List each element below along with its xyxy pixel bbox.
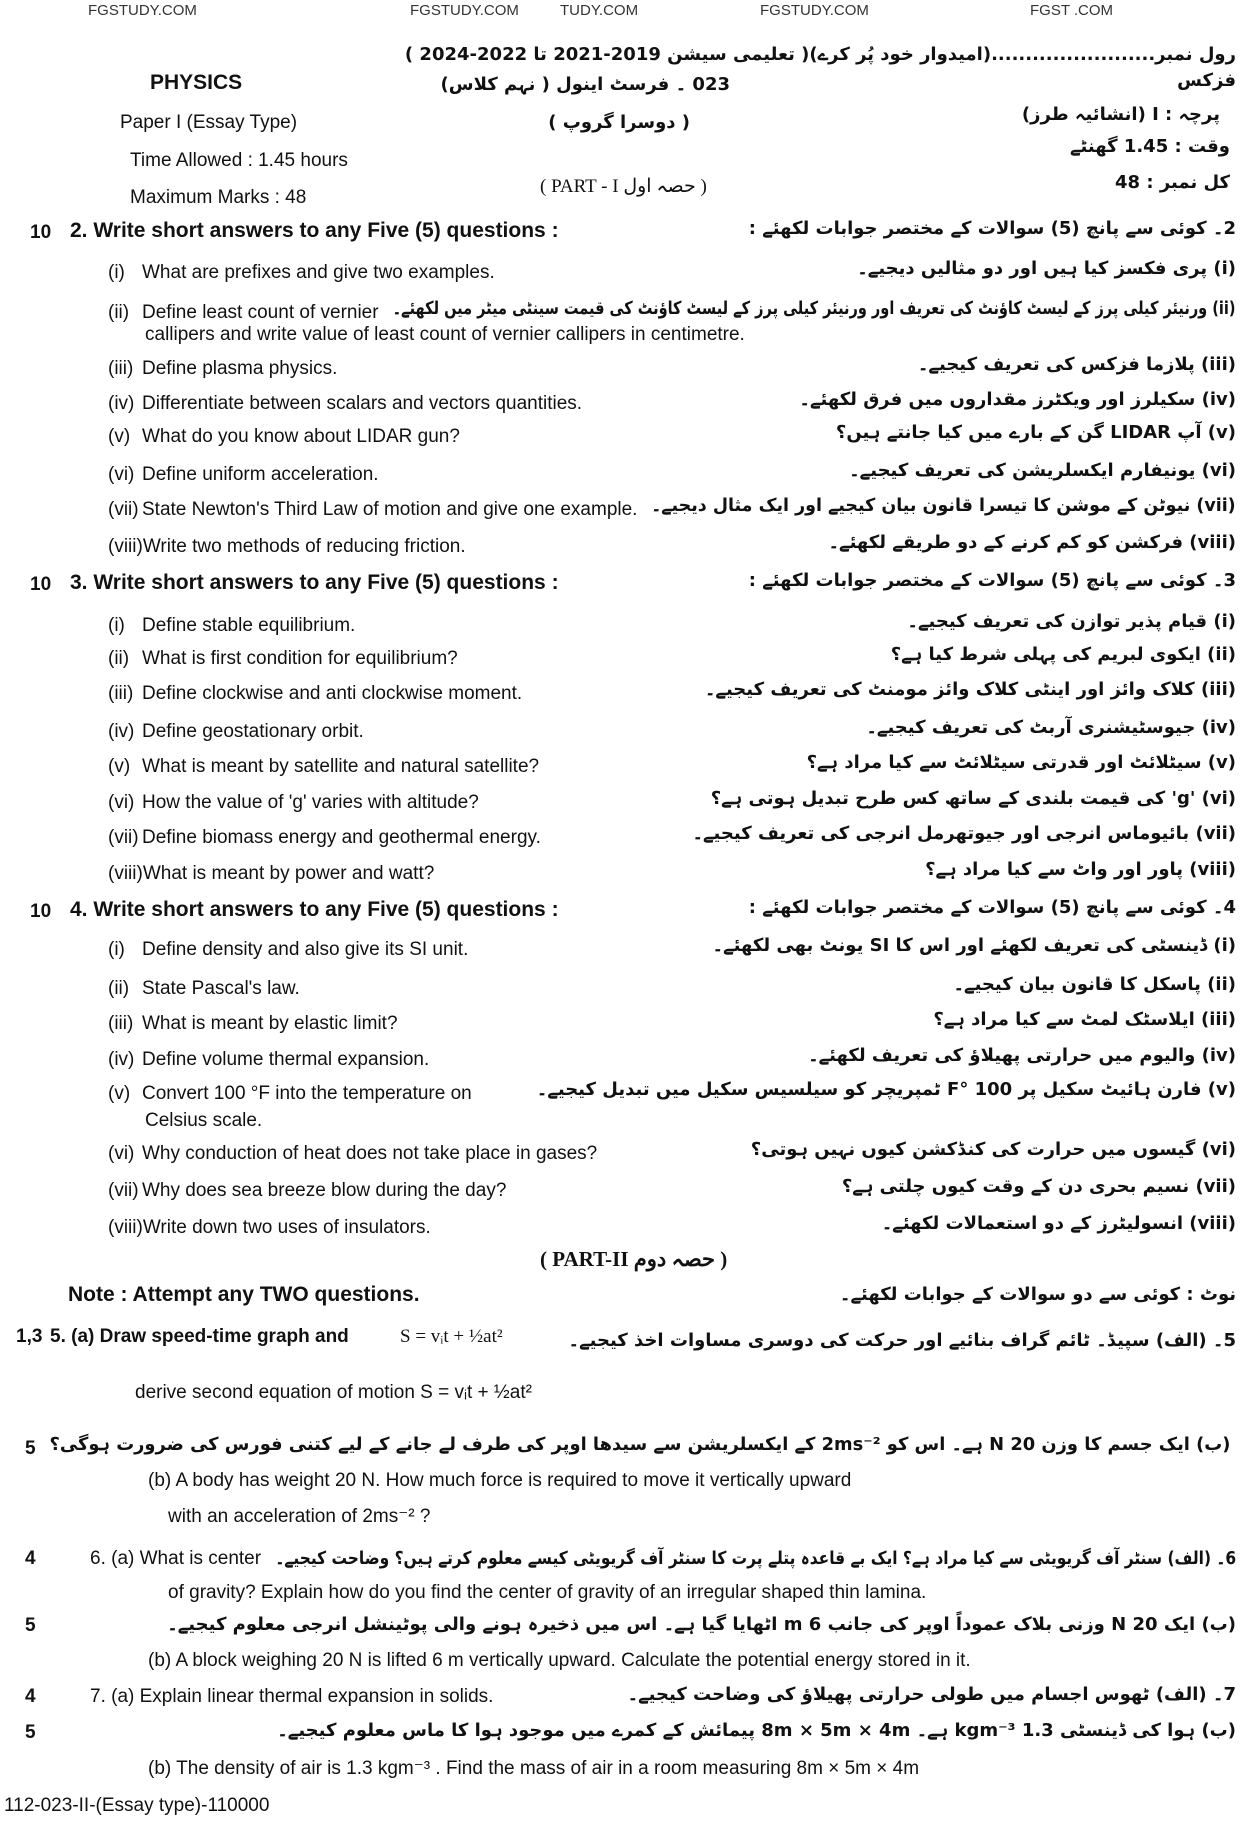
item-text-en: Define density and also give its SI unit.: [142, 939, 469, 960]
item-text-ur: (vi) یونیفارم ایکسلریشن کی تعریف کیجیے۔: [849, 460, 1236, 481]
item-text-ur: (vii) بائیوماس انرجی اور جیوتھرمل انرجی کی تعریف کیجیے۔: [692, 823, 1236, 844]
watermark: FGSTUDY.COM: [88, 2, 197, 19]
q5b-ur: (ب) ایک جسم کا وزن 20 N ہے۔ اس کو 2ms⁻² کے ایکسلریشن سے سیدھا اوپر کی طرف لے جانے کے لیے کتنی فورس کی ضرورت ہوگی؟: [49, 1434, 1230, 1455]
q5a-en: 5. (a) Draw speed-time graph and: [50, 1326, 349, 1347]
item-text-en: Define clockwise and anti clockwise moment.: [142, 683, 523, 704]
item-number: (ii): [108, 648, 130, 669]
q5a-ur: 5۔ (الف) سپیڈ۔ ٹائم گراف بنائیے اور حرکت کی دوسری مساوات اخذ کیجیے۔: [568, 1330, 1236, 1351]
question-item: [108, 721, 364, 743]
time-ur: وقت : 1.45 گھنٹے: [1069, 136, 1230, 157]
item-number: (vi): [108, 792, 135, 813]
time-allowed: Time Allowed : 1.45 hours: [130, 150, 348, 171]
item-text-en: State Newton's Third Law of motion and give one example.: [142, 499, 638, 520]
item-text-ur: (iv) والیوم میں حرارتی پھیلاؤ کی تعریف لکھئے۔: [808, 1045, 1236, 1066]
item-number: (iv): [108, 393, 135, 414]
item-text-ur: (v) سیٹلائٹ اور قدرتی سیٹلائٹ سے کیا مراد ہے؟: [806, 752, 1236, 773]
question-marks: 10: [30, 222, 52, 243]
item-text-en: Define stable equilibrium.: [142, 615, 356, 636]
item-number: (iii): [108, 1013, 134, 1034]
item-text-ur: (i) قیام پذیر توازن کی تعریف کیجیے۔: [907, 611, 1236, 632]
part-2-title: ( PART-II حصہ دوم ): [540, 1247, 728, 1271]
item-number: (viii): [108, 536, 143, 557]
question-marks: 10: [30, 574, 52, 595]
item-text-en: What is meant by satellite and natural satellite?: [142, 756, 540, 777]
item-text-ur: (vii) نیوٹن کے موشن کا تیسرا قانون بیان کیجیے اور ایک مثال دیجیے۔: [651, 495, 1236, 516]
watermark: TUDY.COM: [560, 2, 639, 19]
q7b-ur: (ب) ہوا کی ڈینسٹی 1.3 kgm⁻³ ہے۔ 8m × 5m × 4m پیمائش کے کمرے میں موجود ہوا کا ماس معلوم کیجیے۔: [277, 1720, 1236, 1741]
question-item: [108, 827, 541, 849]
q6a-en-continued: of gravity? Explain how do you find the center of gravity of an irregular shaped thin lamina.: [168, 1582, 927, 1603]
item-text-en: What are prefixes and give two examples.: [142, 262, 495, 283]
question-item: [108, 1049, 429, 1071]
item-text-en: Why conduction of heat does not take place in gases?: [142, 1143, 598, 1164]
question-item: [108, 536, 466, 558]
item-text-en: Convert 100 °F into the temperature on: [142, 1083, 472, 1104]
item-number: (iv): [108, 721, 135, 742]
item-number: (i): [108, 939, 125, 960]
paper-en: Paper I (Essay Type): [120, 112, 298, 133]
item-text-ur: (viii) پاور اور واٹ سے کیا مراد ہے؟: [925, 859, 1236, 880]
question-item: [108, 358, 337, 380]
marks: 5: [25, 1438, 36, 1459]
q7a-en: 7. (a) Explain linear thermal expansion in solids.: [90, 1686, 494, 1707]
item-number: (vii): [108, 827, 139, 848]
question-heading: 2. Write short answers to any Five (5) questions :: [70, 219, 559, 242]
q7a-ur: 7۔ (الف) ٹھوس اجسام میں طولی حرارتی پھیلاؤ کی وضاحت کیجیے۔: [627, 1684, 1236, 1705]
question-item: [108, 939, 468, 961]
item-text-en: What is meant by elastic limit?: [142, 1013, 398, 1034]
item-number: (vi): [108, 1143, 135, 1164]
q6a-en: 6. (a) What is center: [90, 1548, 262, 1569]
item-text-ur: (iii) کلاک وائز اور اینٹی کلاک وائز مومنٹ کی تعریف کیجیے۔: [704, 679, 1236, 700]
question-item: [108, 499, 637, 521]
item-text-ur: (viii) فرکشن کو کم کرنے کے دو طریقے لکھئے۔: [828, 532, 1236, 553]
q5b-en-continued: with an acceleration of 2ms⁻² ?: [168, 1506, 431, 1527]
item-number: (iii): [108, 683, 134, 704]
question-item: [108, 756, 539, 778]
footer-code: 112-023-II-(Essay type)-110000: [4, 1795, 270, 1816]
question-item: [108, 1143, 597, 1165]
item-text-en: Why does sea breeze blow during the day?: [142, 1180, 507, 1201]
item-text-en: What is meant by power and watt?: [142, 863, 435, 884]
subject-ur: فزکس: [1177, 70, 1236, 91]
item-text-en: State Pascal's law.: [142, 978, 300, 999]
watermark: FGSTUDY.COM: [410, 2, 519, 19]
item-number: (vii): [108, 499, 139, 520]
item-text-en: What do you know about LIDAR gun?: [142, 426, 460, 447]
group-ur: ( دوسرا گروپ ): [548, 112, 690, 133]
item-text-ur: (ii) پاسکل کا قانون بیان کیجیے۔: [953, 974, 1236, 995]
q6a-ur: 6۔ (الف) سنٹر آف گریویٹی سے کیا مراد ہے؟ ایک بے قاعدہ پتلے پرت کا سنٹر آف گریویٹی کیسے معلوم کرتے ہیں؟ وضاحت کیجیے۔: [275, 1548, 1236, 1569]
item-text-en: Define least count of vernier: [142, 302, 379, 323]
watermark: FGSTUDY.COM: [760, 2, 869, 19]
item-text-ur: (ii) ایکوی لبریم کی پہلی شرط کیا ہے؟: [890, 644, 1236, 665]
marks: 5: [25, 1615, 36, 1636]
question-item: [108, 648, 458, 670]
item-text-en: Define plasma physics.: [142, 358, 338, 379]
item-text-ur: (ii) ورنیئر کیلی پرز کے لیسٹ کاؤنٹ کی تعریف اور ورنیئر کیلی پرز کے لیسٹ کاؤنٹ کی قیمت سینٹی میٹر میں لکھئے۔: [393, 298, 1236, 319]
item-text-en: How the value of 'g' varies with altitude?: [142, 792, 479, 813]
item-text-en: Define geostationary orbit.: [142, 721, 364, 742]
item-text-continued: callipers and write value of least count of vernier callipers in centimetre.: [145, 324, 745, 345]
item-number: (viii): [108, 863, 143, 884]
note-ur: نوٹ : کوئی سے دو سوالات کے جوابات لکھئے۔: [839, 1284, 1236, 1305]
item-number: (i): [108, 262, 125, 283]
marks: 5: [25, 1722, 36, 1743]
question-item: [108, 426, 460, 448]
q7b-en: (b) The density of air is 1.3 kgm⁻³ . Find the mass of air in a room measuring 8m × 5m × 4m: [148, 1758, 920, 1779]
item-number: (vii): [108, 1180, 139, 1201]
item-text-continued: Celsius scale.: [145, 1110, 263, 1131]
subject-en: PHYSICS: [150, 71, 243, 94]
question-item: [108, 615, 355, 637]
item-number: (v): [108, 756, 131, 777]
question-item: [108, 464, 379, 486]
item-text-ur: (vii) نسیم بحری دن کے وقت کیوں چلتی ہے؟: [841, 1176, 1236, 1197]
question-item: [108, 683, 522, 705]
item-text-en: Define uniform acceleration.: [142, 464, 379, 485]
watermark: FGST .COM: [1030, 2, 1114, 19]
item-number: (vi): [108, 464, 135, 485]
part-1-title: ( PART - I حصہ اول ): [540, 176, 707, 197]
question-item: [108, 393, 582, 415]
question-item: [108, 302, 379, 324]
q6b-en: (b) A block weighing 20 N is lifted 6 m vertically upward. Calculate the potential energy stored in it.: [148, 1650, 971, 1671]
question-item: [108, 978, 300, 1000]
item-text-ur: (v) فارن ہائیٹ سکیل پر 100 °F ٹمپریچر کو سیلسیس سکیل میں تبدیل کیجیے۔: [536, 1079, 1236, 1100]
marks: 1,3: [16, 1326, 43, 1347]
item-text-en: Write down two uses of insulators.: [142, 1217, 431, 1238]
item-number: (i): [108, 615, 125, 636]
question-item: [108, 1180, 506, 1202]
q5b-en: (b) A body has weight 20 N. How much force is required to move it vertically upward: [148, 1470, 852, 1491]
question-heading-ur: 4۔ کوئی سے پانچ (5) سوالات کے مختصر جوابات لکھئے :: [748, 897, 1236, 918]
item-text-en: Define biomass energy and geothermal energy.: [142, 827, 541, 848]
question-item: [108, 1217, 431, 1239]
marks: 4: [25, 1686, 36, 1707]
session-line: رول نمبر........................(امیدوار خود پُر کرے)( تعلیمی سیشن 2019-2021 تا 2022-2024 ): [404, 44, 1236, 65]
note-en: Note : Attempt any TWO questions.: [68, 1283, 420, 1306]
q6b-ur: (ب) ایک 20 N وزنی بلاک عموداً اوپر کی جانب 6 m اٹھایا گیا ہے۔ اس میں ذخیرہ ہونے والی پوٹینشل انرجی معلوم کیجیے۔: [167, 1614, 1236, 1635]
question-heading: 4. Write short answers to any Five (5) questions :: [70, 898, 559, 921]
item-number: (viii): [108, 1217, 143, 1238]
question-heading: 3. Write short answers to any Five (5) questions :: [70, 571, 559, 594]
item-text-ur: (iv) جیوسٹیشنری آربٹ کی تعریف کیجیے۔: [866, 717, 1236, 738]
paper-code: 023 ۔ فرسٹ اینول ( نہم کلاس): [440, 74, 730, 95]
item-number: (v): [108, 1083, 131, 1104]
item-text-ur: (viii) انسولیٹرز کے دو استعمالات لکھئے۔: [881, 1213, 1236, 1234]
item-text-ur: (i) ڈینسٹی کی تعریف لکھئے اور اس کا SI یونٹ بھی لکھئے۔: [712, 935, 1236, 956]
item-text-en: Differentiate between scalars and vectors quantities.: [142, 393, 583, 414]
marks: 4: [25, 1548, 36, 1569]
item-text-en: Define volume thermal expansion.: [142, 1049, 430, 1070]
item-text-en: What is first condition for equilibrium?: [142, 648, 458, 669]
item-number: (v): [108, 426, 131, 447]
question-item: [108, 1083, 472, 1105]
item-number: (iv): [108, 1049, 135, 1070]
item-text-ur: (vi) 'g' کی قیمت بلندی کے ساتھ کس طرح تبدیل ہوتی ہے؟: [710, 788, 1236, 809]
item-text-ur: (v) آپ LIDAR گن کے بارے میں کیا جانتے ہیں؟: [835, 422, 1236, 443]
maximum-marks: Maximum Marks : 48: [130, 187, 307, 208]
question-heading-ur: 2۔ کوئی سے پانچ (5) سوالات کے مختصر جوابات لکھئے :: [748, 218, 1236, 239]
question-item: [108, 262, 495, 284]
item-text-ur: (iii) ایلاسٹک لمٹ سے کیا مراد ہے؟: [933, 1009, 1236, 1030]
item-text-ur: (iii) پلازما فزکس کی تعریف کیجیے۔: [917, 354, 1236, 375]
paper-ur: پرچہ : I (انشائیہ طرز): [1021, 104, 1220, 125]
item-text-ur: (vi) گیسوں میں حرارت کی کنڈکشن کیوں نہیں ہوتی؟: [750, 1139, 1236, 1160]
marks-ur: کل نمبر : 48: [1115, 172, 1230, 193]
q5a-equation: S = vᵢt + ½at²: [400, 1326, 503, 1347]
item-number: (ii): [108, 978, 130, 999]
question-marks: 10: [30, 901, 52, 922]
item-text-ur: (i) پری فکسز کیا ہیں اور دو مثالیں دیجیے۔: [857, 258, 1236, 279]
item-text-ur: (iv) سکیلرز اور ویکٹرز مقداروں میں فرق لکھئے۔: [799, 389, 1236, 410]
item-text-en: Write two methods of reducing friction.: [142, 536, 466, 557]
q5a-en-continued: derive second equation of motion S = vᵢt + ½at²: [135, 1382, 532, 1403]
question-item: [108, 1013, 398, 1035]
question-item: [108, 792, 479, 814]
question-heading-ur: 3۔ کوئی سے پانچ (5) سوالات کے مختصر جوابات لکھئے :: [748, 570, 1236, 591]
question-item: [108, 863, 434, 885]
item-number: (iii): [108, 358, 134, 379]
item-number: (ii): [108, 302, 130, 323]
